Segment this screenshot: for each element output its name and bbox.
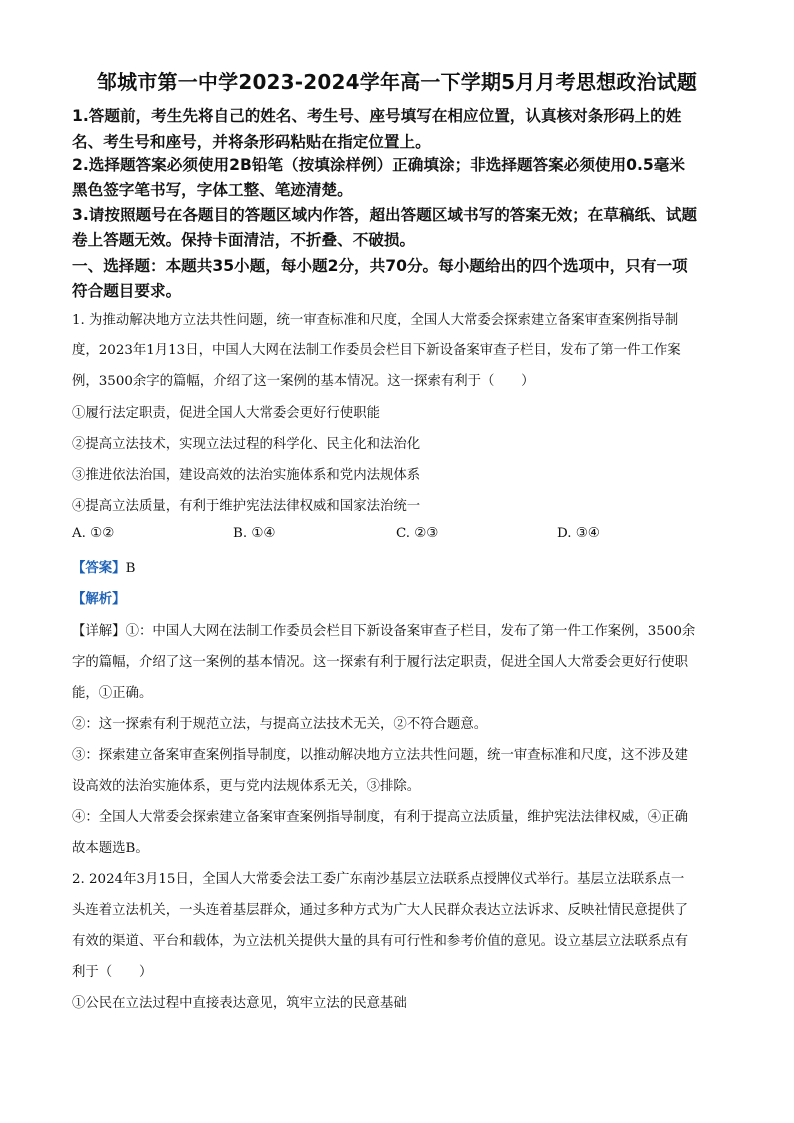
detail-line: ③：探索建立备案审查案例指导制度，以推动解决地方立法共性问题，统一审查标准和尺度，这不涉及建 xyxy=(72,748,688,763)
option-a: A. ①② xyxy=(72,526,115,541)
question-1-stem: 度，2023年1月13日，中国人大网在法制工作委员会栏目下新设备案审查子栏目，发布了第一件工作案 xyxy=(72,343,681,358)
detail-line xyxy=(72,620,695,639)
detail-line: 字的篇幅，介绍了这一案例的基本情况。这一探索有利于履行法定职责，促进全国人大常委会更好行使职 xyxy=(72,655,688,670)
detail-text: ①：中国人大网在法制工作委员会栏目下新设备案审查子栏目，发布了第一件工作案例，3500余 xyxy=(125,624,696,639)
page-title: 邹城市第一中学2023-2024学年高一下学期5月月考思想政治试题 xyxy=(96,70,698,94)
detail-tag: 【详解】 xyxy=(72,624,126,639)
question-2-item: ①公民在立法过程中直接表达意见，筑牢立法的民意基础 xyxy=(72,996,407,1011)
question-2-stem: 利于（ ） xyxy=(72,965,153,980)
question-2-stem: 头连着立法机关，一头连着基层群众，通过多种方式为广大人民群众表达立法诉求、反映社情民意提供了 xyxy=(72,903,688,918)
analysis-line xyxy=(72,588,126,607)
section-heading: 符合题目要求。 xyxy=(72,282,182,300)
question-2-stem: 有效的渠道、平台和载体，为立法机关提供大量的具有可行性和参考价值的意见。设立基层立法联系点有 xyxy=(72,934,688,949)
detail-line: 设高效的法治实施体系，更与党内法规体系无关，③排除。 xyxy=(72,779,421,794)
detail-line: ②：这一探索有利于规范立法，与提高立法技术无关，②不符合题意。 xyxy=(72,717,488,732)
detail-line: ④：全国人大常委会探索建立备案审查案例指导制度，有利于提高立法质量，维护宪法法律权威，④正确 xyxy=(72,810,688,825)
instruction-line: 名、考生号和座号，并将条形码粘贴在指定位置上。 xyxy=(72,133,431,151)
option-c: C. ②③ xyxy=(396,526,439,541)
instruction-line: 黑色签字笔书写，字体工整、笔迹清楚。 xyxy=(72,181,353,199)
answer-line xyxy=(72,557,135,576)
question-1-item: ①履行法定职责，促进全国人大常委会更好行使职能 xyxy=(72,406,380,421)
instruction-line: 3.请按照题号在各题目的答题区域内作答，超出答题区域书写的答案无效；在草稿纸、试题 xyxy=(72,206,697,224)
question-1-item: ④提高立法质量，有利于维护宪法法律权威和国家法治统一 xyxy=(72,499,421,514)
question-2-stem: 2. 2024年3月15日，全国人大常委会法工委广东南沙基层立法联系点授牌仪式举行。基层立法联系点一 xyxy=(72,872,685,887)
question-1-stem: 1. 为推动解决地方立法共性问题，统一审查标准和尺度，全国人大常委会探索建立备案审查案例指导制 xyxy=(72,313,679,328)
detail-line: 能，①正确。 xyxy=(72,686,153,701)
question-1-item: ②提高立法技术，实现立法过程的科学化、民主化和法治化 xyxy=(72,437,421,452)
answer-value: B xyxy=(125,561,136,576)
question-1-stem: 例，3500余字的篇幅，介绍了这一案例的基本情况。这一探索有利于（ ） xyxy=(72,374,535,389)
option-b: B. ①④ xyxy=(233,526,276,541)
section-heading: 一、选择题：本题共35小题，每小题2分，共70分。每小题给出的四个选项中，只有一项 xyxy=(72,257,688,275)
option-d: D. ③④ xyxy=(557,526,600,541)
question-1-item: ③推进依法治国，建设高效的法治实施体系和党内法规体系 xyxy=(72,468,421,483)
answer-tag: 【答案】 xyxy=(72,561,126,576)
instruction-line: 1.答题前，考生先将自己的姓名、考生号、座号填写在相应位置，认真核对条形码上的姓 xyxy=(72,107,682,125)
instruction-line: 2.选择题答案必须使用2B铅笔（按填涂样例）正确填涂；非选择题答案必须使用0.5毫米 xyxy=(72,156,685,174)
instruction-line: 卷上答题无效。保持卡面清洁，不折叠、不破损。 xyxy=(72,231,416,249)
detail-line: 故本题选B。 xyxy=(72,841,149,856)
analysis-tag: 【解析】 xyxy=(72,592,126,607)
